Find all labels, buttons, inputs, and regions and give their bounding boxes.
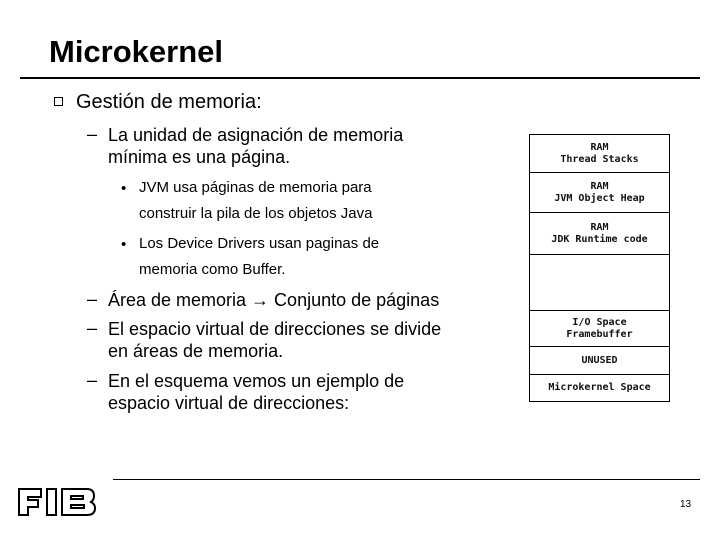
title-divider xyxy=(20,77,700,79)
segment-label-line-2: Thread Stacks xyxy=(560,153,639,165)
segment-label-line-1: RAM xyxy=(590,141,609,153)
segment-label-line-1: I/O Space xyxy=(572,316,627,328)
segment-label-line-1: UNUSED xyxy=(581,354,618,366)
sub-sub-bullet-b-line-1: Los Device Drivers usan paginas de xyxy=(139,235,380,252)
sub-bullet-3-line-1: El espacio virtual de direcciones se divide xyxy=(108,319,442,339)
sub-sub-bullet-a-line-2: construir la pila de los objetos Java xyxy=(139,205,373,222)
sub-sub-bullet-b-line-2: memoria como Buffer. xyxy=(139,261,286,278)
dash-marker: – xyxy=(87,124,98,144)
segment-label-line-1: RAM xyxy=(590,221,609,233)
segment-label-line-2: JVM Object Heap xyxy=(554,192,645,204)
dash-marker: – xyxy=(87,370,98,390)
memory-segment-microkernel xyxy=(530,375,669,401)
sub-bullet-3-line-2: en áreas de memoria. xyxy=(108,341,284,361)
sub-bullet-4 xyxy=(108,370,498,414)
memory-segment-unused xyxy=(530,347,669,375)
square-bullet-icon xyxy=(54,97,63,106)
sub-bullet-1 xyxy=(108,124,498,168)
memory-segment-io-space xyxy=(530,311,669,347)
memory-segment-thread-stacks xyxy=(530,135,669,173)
dot-marker: • xyxy=(121,236,127,253)
segment-label-line-2: Framebuffer xyxy=(566,328,633,340)
dash-marker: – xyxy=(87,289,98,309)
memory-segment-jdk-runtime xyxy=(530,213,669,255)
fib-logo xyxy=(17,487,97,517)
memory-segment-empty xyxy=(530,255,669,311)
sub-sub-bullet-a xyxy=(139,175,439,227)
segment-label-line-1: RAM xyxy=(590,180,609,192)
sub-bullet-2: Área de memoria → Conjunto de páginas xyxy=(108,290,440,310)
bullet-main: Gestión de memoria: xyxy=(76,91,262,113)
sub-bullet-4-line-1: En el esquema vemos un ejemplo de xyxy=(108,371,405,391)
page-number: 13 xyxy=(680,499,692,510)
slide-title: Microkernel xyxy=(49,34,224,69)
sub-bullet-3 xyxy=(108,318,498,362)
sub-bullet-1-line-2: mínima es una página. xyxy=(108,147,291,167)
sub-sub-bullet-b xyxy=(139,231,439,283)
sub-bullet-1-line-1: La unidad de asignación de memoria xyxy=(108,125,404,145)
segment-label-line-1: Microkernel Space xyxy=(548,382,651,393)
footer-divider xyxy=(113,479,700,480)
dot-marker: • xyxy=(121,180,127,197)
segment-label-line-2: JDK Runtime code xyxy=(551,233,648,245)
memory-segment-jvm-heap xyxy=(530,173,669,213)
sub-sub-bullet-a-line-1: JVM usa páginas de memoria para xyxy=(139,179,372,196)
dash-marker: – xyxy=(87,318,98,338)
sub-bullet-4-line-2: espacio virtual de direcciones: xyxy=(108,393,350,413)
memory-map-diagram xyxy=(529,134,670,402)
